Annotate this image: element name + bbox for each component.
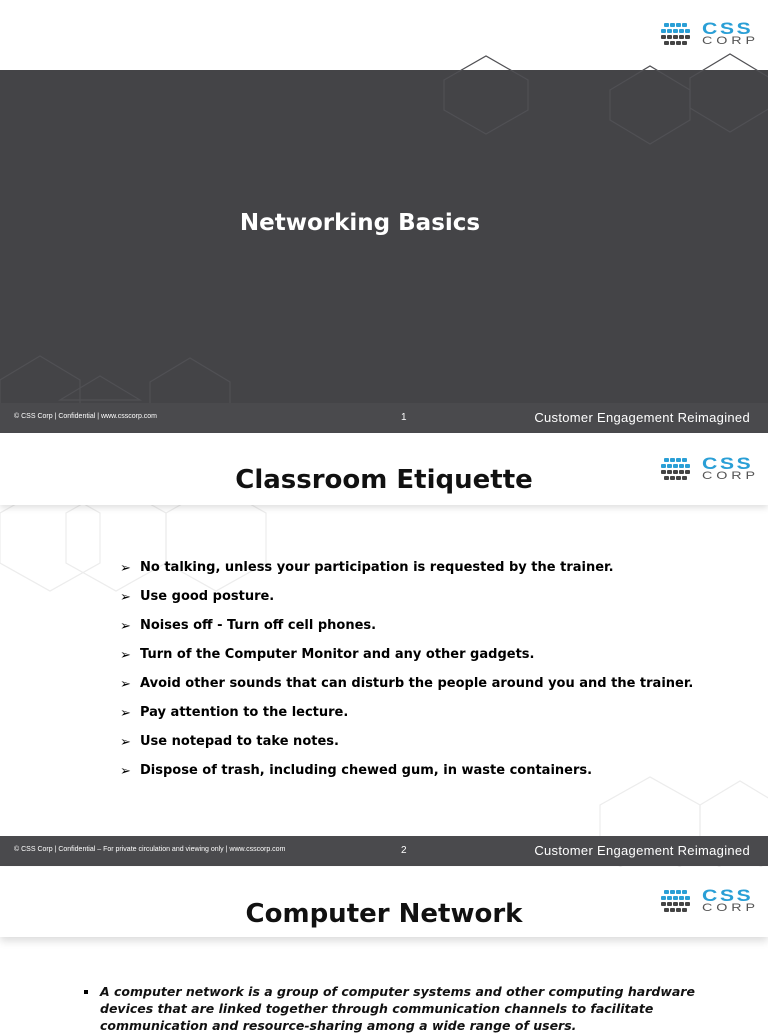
slide-1-footer: [0, 403, 768, 433]
arrow-bullet-icon: ➢: [120, 590, 131, 605]
list-item-text: Use good posture.: [140, 589, 275, 604]
list-item-text: Noises off - Turn off cell phones.: [140, 618, 377, 633]
title-panel: [0, 70, 768, 403]
css-corp-logo: [660, 19, 760, 47]
list-item-text: Use notepad to take notes.: [140, 734, 339, 749]
footer-copyright: © CSS Corp | Confidential | www.csscorp.com: [14, 413, 158, 420]
arrow-bullet-icon: ➢: [120, 561, 131, 576]
arrow-bullet-icon: ➢: [120, 764, 131, 779]
list-item: [120, 762, 693, 791]
slide-2-header: [0, 433, 768, 505]
list-item-text: Dispose of trash, including chewed gum, in waste containers.: [140, 763, 593, 778]
list-item-text: Pay attention to the lecture.: [140, 705, 349, 720]
slide-2-footer: [0, 836, 768, 866]
logo-text-corp: CORP: [702, 35, 760, 47]
slide-3-title: Computer Network: [245, 899, 523, 929]
page-number: 2: [401, 845, 407, 856]
arrow-bullet-icon: ➢: [120, 706, 131, 721]
slide-2-title: Classroom Etiquette: [235, 465, 533, 495]
footer-tagline: Customer Engagement Reimagined: [534, 410, 750, 425]
logo-text-css: CSS: [702, 886, 754, 905]
arrow-bullet-icon: ➢: [120, 735, 131, 750]
list-item: [120, 646, 693, 675]
slide-3: [0, 867, 768, 1033]
list-item-text: No talking, unless your participation is requested by the trainer.: [140, 560, 614, 575]
page-number: 1: [401, 412, 407, 423]
logo-dots-icon: [660, 456, 698, 482]
arrow-bullet-icon: ➢: [120, 619, 131, 634]
logo-text-css: CSS: [702, 19, 754, 38]
logo-dots-icon: [660, 888, 698, 914]
logo-text-corp: CORP: [702, 902, 760, 914]
list-item: [120, 617, 693, 646]
slide-1-title: Networking Basics: [239, 210, 481, 236]
hexagon-pattern-icon: [0, 70, 768, 403]
footer-copyright: © CSS Corp | Confidential – For private circulation and viewing only | www.csscorp.com: [14, 846, 286, 853]
etiquette-list: [120, 559, 693, 791]
list-item-text: Avoid other sounds that can disturb the people around you and the trainer.: [140, 676, 694, 691]
definition-text: A computer network is a group of computer systems and other computing hardware devices that are linked together through communication channels to facilitate communication and resource-sharing among a wide range of users.: [100, 984, 695, 1033]
list-item: [120, 704, 693, 733]
logo-text-corp: CORP: [702, 470, 760, 482]
list-item: [120, 675, 693, 704]
list-item: [120, 733, 693, 762]
definition-bullet: [84, 983, 704, 1034]
slide-1: [0, 0, 768, 433]
logo-dots-icon: [660, 21, 698, 47]
list-item-text: Turn of the Computer Monitor and any other gadgets.: [140, 647, 535, 662]
footer-tagline: Customer Engagement Reimagined: [534, 843, 750, 858]
arrow-bullet-icon: ➢: [120, 648, 131, 663]
slide-2: [0, 433, 768, 867]
slide-3-header: [0, 867, 768, 937]
square-bullet-icon: [84, 990, 88, 994]
css-corp-logo: [660, 886, 760, 914]
arrow-bullet-icon: ➢: [120, 677, 131, 692]
list-item: [120, 588, 693, 617]
css-corp-logo: [660, 454, 760, 482]
list-item: [120, 559, 693, 588]
logo-text-css: CSS: [702, 454, 754, 473]
